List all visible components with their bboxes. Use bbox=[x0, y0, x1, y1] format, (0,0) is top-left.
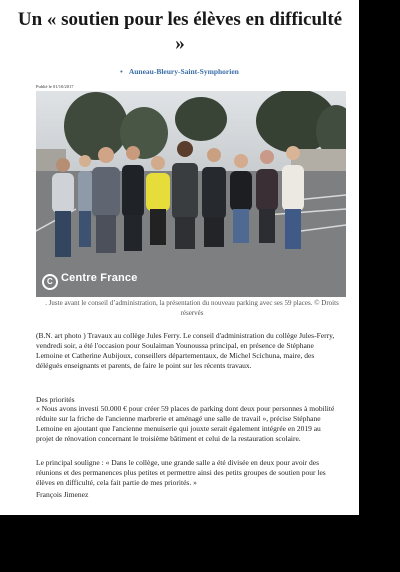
group-photo-illustration bbox=[36, 91, 346, 297]
bottom-black-margin bbox=[0, 515, 400, 572]
photo-caption: . Juste avant le conseil d’administration, la présentation du nouveau parking avec ses 59 places. © Droits réservés bbox=[45, 299, 339, 317]
right-black-margin bbox=[359, 0, 400, 572]
location-label: Auneau-Bleury-Saint-Symphorien bbox=[128, 67, 239, 76]
paragraph-priorities: « Nous avons investi 50.000 € pour créer 59 places de parking dont deux pour personnes à mobilité réduite sur la friche de l'ancienne marbrerie et aménagé une salle de travail », précise Stéphane Lemoine en ajoutant que l'ancienne menuiserie qui jouxte serait également intégrée en 2019 au projet de rénovation concernant le troisième bâtiment et celui de la restauration scolaire. bbox=[36, 404, 335, 443]
location-tag[interactable] bbox=[0, 67, 359, 76]
paragraph-intro: (B.N. art photo ) Travaux au collège Jules Ferry. Le conseil d'administration du collège Jules-Ferry, vendredi soir, a été l'occasion pour Soulaiman Younoussa principal, en présence de Stéphane Lemoine et Catherine Aubijoux, conseillers départementaux, de Michel Scichuna, maire, des délégués enseignants et parents, de faire le point sur les récents travaux. bbox=[36, 331, 335, 370]
section-heading: Des priorités bbox=[36, 395, 75, 404]
paragraph-principal: Le principal souligne : « Dans le collège, une grande salle a été divisée en deux pour avoir des réunions et des permanences plus petites et permettre ainsi des petits groupes de soutien pour les élèves en difficulté, cela fait partie de mes priorités. » bbox=[36, 458, 326, 487]
author-signature: François Jimenez bbox=[36, 490, 89, 499]
publish-date: Publié le 01/10/2017 bbox=[36, 84, 74, 89]
bullet-icon: • bbox=[120, 67, 123, 76]
centre-france-logo-icon: C bbox=[42, 274, 58, 290]
article-photo bbox=[36, 91, 346, 297]
article-title: Un « soutien pour les élèves en difficulté » bbox=[17, 9, 343, 54]
photo-watermark: C Centre France bbox=[42, 272, 138, 290]
